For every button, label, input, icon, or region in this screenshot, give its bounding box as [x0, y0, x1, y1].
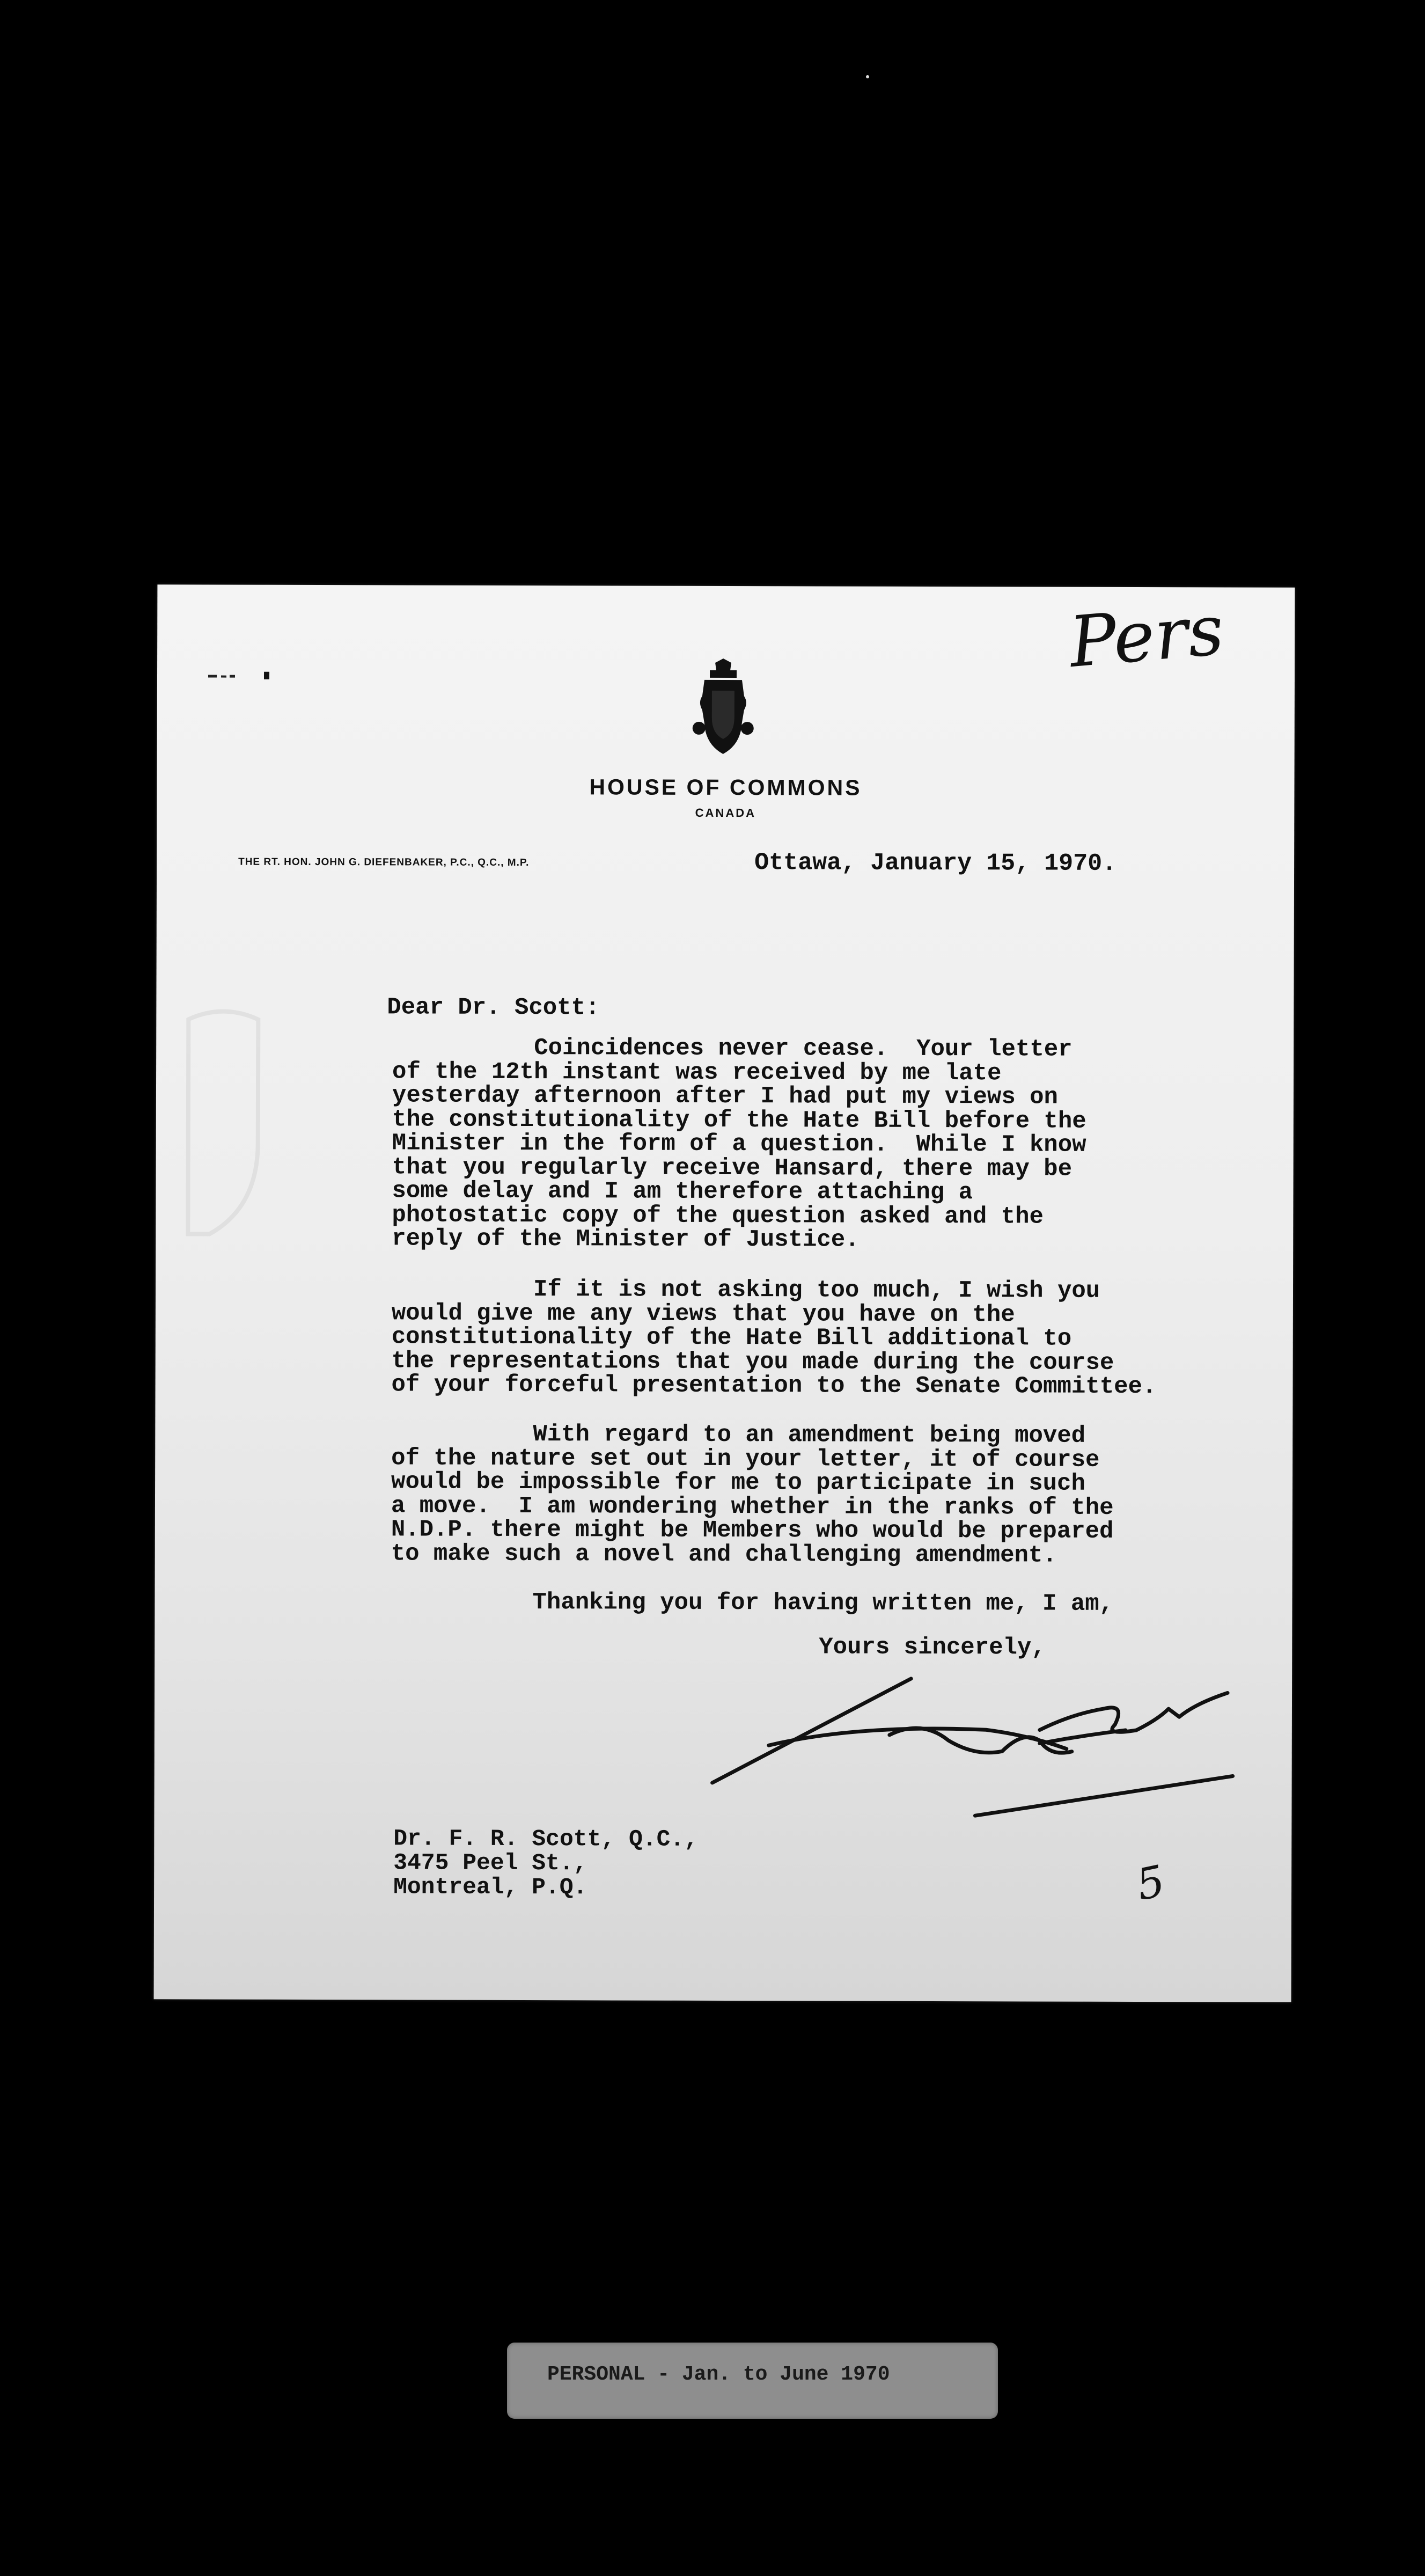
letter-paragraph: Coincidences never cease. Your letter of the 12th instant was received by me late yesterday afternoon after I had put my views on the constitutionality of the Hate Bill before the Minister in the form of a question. While I know that you regularly receive Hansard, there may be some delay and I am therefore attaching a photostatic copy of the question asked and the reply of the Minister of Justice. [392, 1034, 1086, 1254]
archive-label [507, 2343, 998, 2419]
letterhead-title: HOUSE OF COMMONS [589, 774, 862, 800]
letter-sheet [154, 584, 1295, 2002]
letterhead-country: CANADA [695, 806, 756, 820]
coat-of-arms-icon [688, 658, 758, 755]
film-speck [866, 75, 869, 78]
corner-marks [208, 670, 273, 681]
letter-date: Ottawa, January 15, 1970. [754, 849, 1117, 877]
handwritten-signature [696, 1649, 1265, 1827]
ghost-shield-mark [177, 1003, 269, 1239]
letter-thanks: Thanking you for having written me, I am, [391, 1589, 1114, 1618]
recipient-address: Dr. F. R. Scott, Q.C., 3475 Peel St., Montreal, P.Q. [393, 1825, 699, 1901]
handwritten-note: Pers [1066, 589, 1227, 683]
letter-paragraph: With regard to an amendment being moved of the nature set out in your letter, it of course would be impossible for me to participate in such a move. I am wondering whether in the ranks of the N.D.P. there might be Members who would be prepared to make such a novel and challenging amendment. [391, 1421, 1114, 1569]
letter-closing: Yours sincerely, [819, 1634, 1046, 1662]
letter-salutation: Dear Dr. Scott: [387, 994, 600, 1022]
letterhead-member: THE RT. HON. JOHN G. DIEFENBAKER, P.C., Q.C., M.P. [238, 856, 530, 869]
handwritten-page-number: 5 [1132, 1855, 1170, 1911]
letter-paragraph: If it is not asking too much, I wish you would give me any views that you have on the constitutionality of the Hate Bill additional to the representations that you made during the course of your forceful presentation to the Senate Committee. [391, 1276, 1157, 1401]
archive-label-text: PERSONAL - Jan. to June 1970 [547, 2363, 890, 2386]
ghost-show-through [177, 1277, 210, 1370]
